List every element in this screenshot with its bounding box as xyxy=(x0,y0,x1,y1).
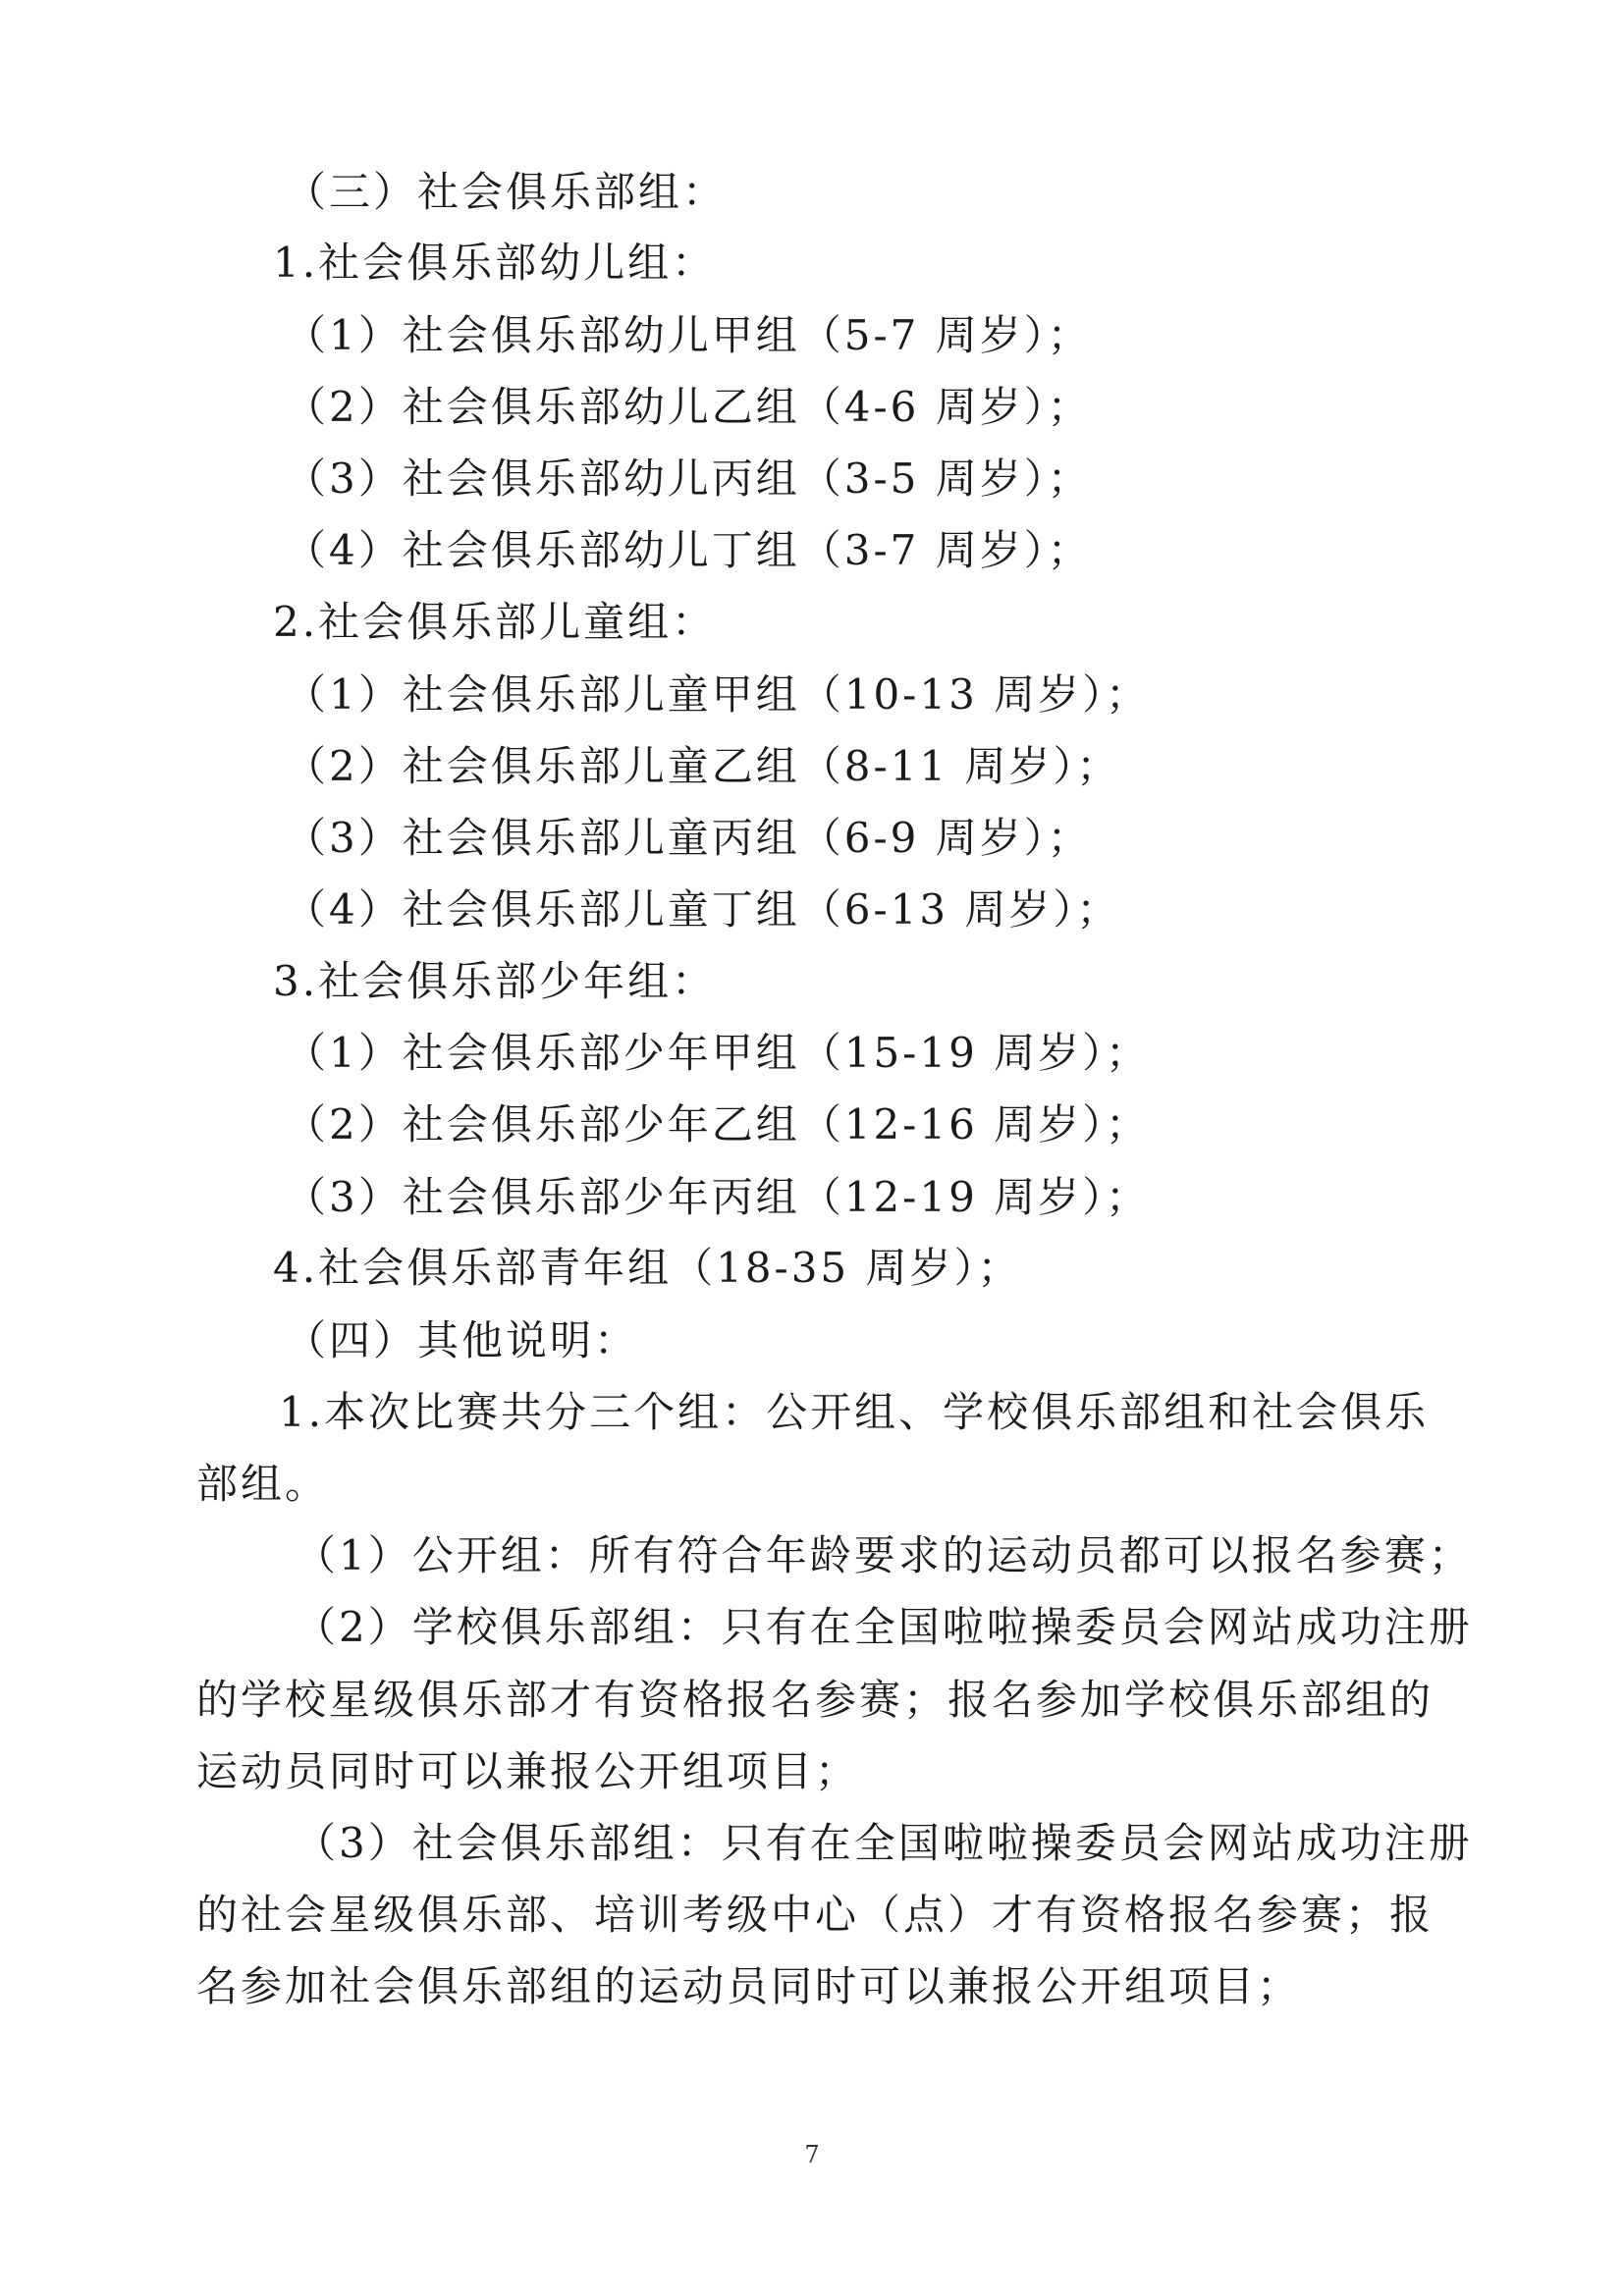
subsection-heading-children: 2.社会俱乐部儿童组： xyxy=(273,598,717,646)
paragraph-line: 的社会星级俱乐部、培训考级中心（点）才有资格报名参赛；报 xyxy=(196,1891,1435,1939)
paragraph-line: （1）公开组：所有符合年龄要求的运动员都可以报名参赛； xyxy=(295,1531,1473,1579)
section-heading-4: （四）其他说明： xyxy=(285,1316,639,1364)
list-item: （3）社会俱乐部少年丙组（12-19 周岁）； xyxy=(285,1173,1151,1221)
list-item: （3）社会俱乐部幼儿丙组（3-5 周岁）； xyxy=(285,454,1092,503)
paragraph-line: （2）学校俱乐部组：只有在全国啦啦操委员会网站成功注册 xyxy=(295,1603,1473,1651)
paragraph-line: 的学校星级俱乐部才有资格报名参赛；报名参加学校俱乐部组的 xyxy=(196,1676,1435,1724)
list-item: （2）社会俱乐部幼儿乙组（4-6 周岁）； xyxy=(285,383,1092,431)
subsection-heading-youth: 3.社会俱乐部少年组： xyxy=(273,957,717,1005)
paragraph-line: 1.本次比赛共分三个组：公开组、学校俱乐部组和社会俱乐 xyxy=(279,1388,1430,1436)
list-item: （4）社会俱乐部幼儿丁组（3-7 周岁）； xyxy=(285,526,1092,574)
paragraph-line: 部组。 xyxy=(196,1460,330,1508)
subsection-heading-young-adult: 4.社会俱乐部青年组（18-35 周岁）； xyxy=(273,1244,1022,1292)
section-heading-3: （三）社会俱乐部组： xyxy=(285,168,728,216)
paragraph-line: 运动员同时可以兼报公开组项目； xyxy=(196,1747,860,1795)
list-item: （2）社会俱乐部少年乙组（12-16 周岁）； xyxy=(285,1100,1151,1148)
paragraph-line: 名参加社会俱乐部组的运动员同时可以兼报公开组项目； xyxy=(196,1962,1302,2010)
page-number: 7 xyxy=(804,2141,820,2168)
subsection-heading-preschool: 1.社会俱乐部幼儿组： xyxy=(273,239,717,287)
list-item: （1）社会俱乐部少年甲组（15-19 周岁）； xyxy=(285,1029,1151,1077)
list-item: （2）社会俱乐部儿童乙组（8-11 周岁）； xyxy=(285,742,1121,790)
list-item: （4）社会俱乐部儿童丁组（6-13 周岁）； xyxy=(285,885,1121,934)
list-item: （1）社会俱乐部儿童甲组（10-13 周岁）； xyxy=(285,670,1151,719)
list-item: （1）社会俱乐部幼儿甲组（5-7 周岁）； xyxy=(285,311,1092,359)
paragraph-line: （3）社会俱乐部组：只有在全国啦啦操委员会网站成功注册 xyxy=(295,1819,1473,1867)
list-item: （3）社会俱乐部儿童丙组（6-9 周岁）； xyxy=(285,814,1092,862)
